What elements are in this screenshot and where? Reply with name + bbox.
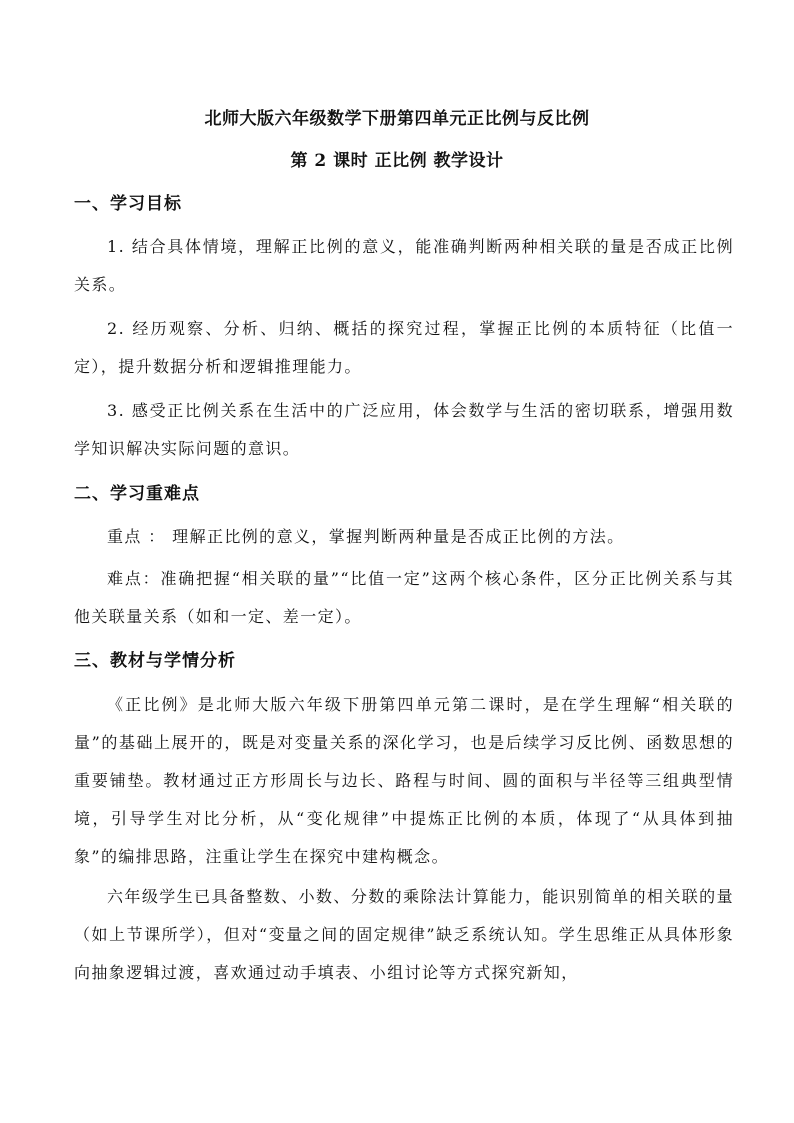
document-subtitle: 第 2 课时 正比例 教学设计 (290, 151, 504, 171)
objective-paragraph-1: 1. 结合具体情境，理解正比例的意义，能准确判断两种相关联的量是否成正比例关系。 (74, 237, 734, 294)
section-heading-objectives: 一、学习目标 (74, 194, 182, 214)
objective-paragraph-2: 2. 经历观察、分析、归纳、概括的探究过程，掌握正比例的本质特征（比值一定），提升数据分析和逻辑推理能力。 (74, 319, 734, 376)
difficulty-paragraph: 难点：准确把握“相关联的量”“比值一定”这两个核心条件，区分正比例关系与其他关联量关系（如和一定、差一定）。 (74, 569, 734, 626)
analysis-paragraph-1: 《正比例》是北师大版六年级下册第四单元第二课时，是在学生理解“相关联的量”的基础上展开的，既是对变量关系的深化学习，也是后续学习反比例、函数思想的重要铺垫。教材通过正方形周长与边长、路程与时间、圆的面积与半径等三组典型情境，引导学生对比分析，从“变化规律”中提炼正比例的本质，体现了“从具体到抽象”的编排思路，注重让学生在探究中建构概念。 (74, 695, 734, 866)
key-point-paragraph: 重点 ： 理解正比例的意义，掌握判断两种量是否成正比例的方法。 (107, 527, 625, 546)
section-heading-key-points: 二、学习重难点 (74, 484, 200, 504)
section-heading-analysis: 三、教材与学情分析 (74, 651, 236, 671)
objective-paragraph-3: 3. 感受正比例关系在生活中的广泛应用，体会数学与生活的密切联系，增强用数学知识解决实际问题的意识。 (74, 401, 734, 458)
document-title: 北师大版六年级数学下册第四单元正比例与反比例 (204, 109, 590, 129)
analysis-paragraph-2: 六年级学生已具备整数、小数、分数的乘除法计算能力，能识别简单的相关联的量（如上节课所学），但对“变量之间的固定规律”缺乏系统认知。学生思维正从具体形象向抽象逻辑过渡，喜欢通过动手填表、小组讨论等方式探究新知， (74, 887, 734, 982)
